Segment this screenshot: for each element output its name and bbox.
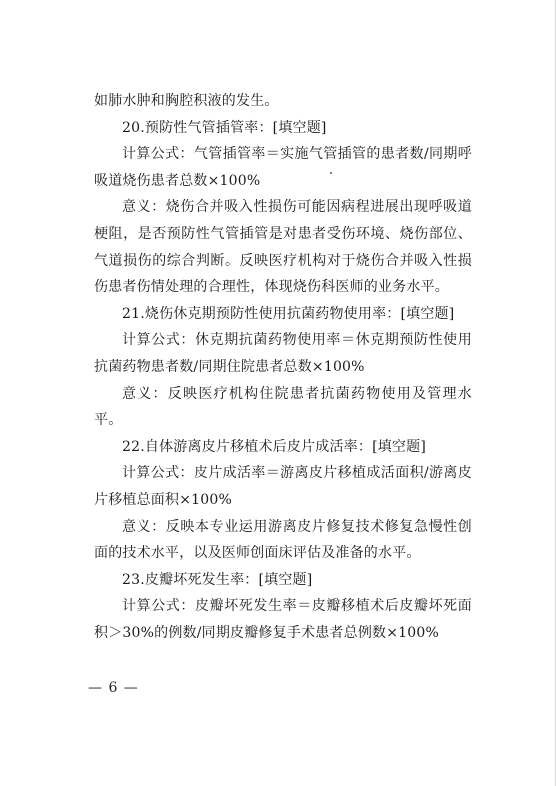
- item-21-heading: 21.烧伤休克期预防性使用抗菌药物使用率：[填空题]: [122, 305, 455, 322]
- item-21-formula: 计算公式：休克期抗菌药物使用率＝休克期预防性使用抗菌药物患者数/同期住院患者总数×100%: [94, 332, 472, 375]
- item-22-formula: 计算公式：皮片成活率＝游离皮片移植成活面积/游离皮片移植总面积×100%: [94, 465, 472, 508]
- item-20-heading: 20.预防性气管插管率：[填空题]: [122, 119, 327, 136]
- item-20-formula: 计算公式：气管插管率＝实施气管插管的患者数/同期呼吸道烧伤患者总数×100%: [94, 146, 472, 189]
- paragraph-continuation: 如肺水肿和胸腔积液的发生。: [94, 93, 279, 109]
- page-number: — 6 —: [88, 680, 139, 696]
- item-20-meaning: 意义：烧伤合并吸入性损伤可能因病程进展出现呼吸道梗阻，是否预防性气管插管是对患者受伤环境、烧伤部位、气道损伤的综合判断。反映医疗机构对于烧伤合并吸入性损伤患者伤情处理的合理性，体现烧伤科医师的业务水平。: [94, 199, 472, 296]
- item-22-meaning: 意义：反映本专业运用游离皮片修复技术修复急慢性创面的技术水平，以及医师创面床评估及准备的水平。: [94, 518, 472, 562]
- document-body: [94, 88, 472, 646]
- item-21-meaning: 意义：反映医疗机构住院患者抗菌药物使用及管理水平。: [94, 385, 472, 429]
- item-23-heading: 23.皮瓣坏死发生率：[填空题]: [122, 571, 313, 588]
- item-23-formula: 计算公式：皮瓣坏死发生率＝皮瓣移植术后皮瓣坏死面积＞30%的例数/同期皮瓣修复手术患者总例数×100%: [94, 598, 472, 641]
- scan-speck: [330, 172, 332, 174]
- item-22-heading: 22.自体游离皮片移植术后皮片成活率：[填空题]: [122, 438, 426, 455]
